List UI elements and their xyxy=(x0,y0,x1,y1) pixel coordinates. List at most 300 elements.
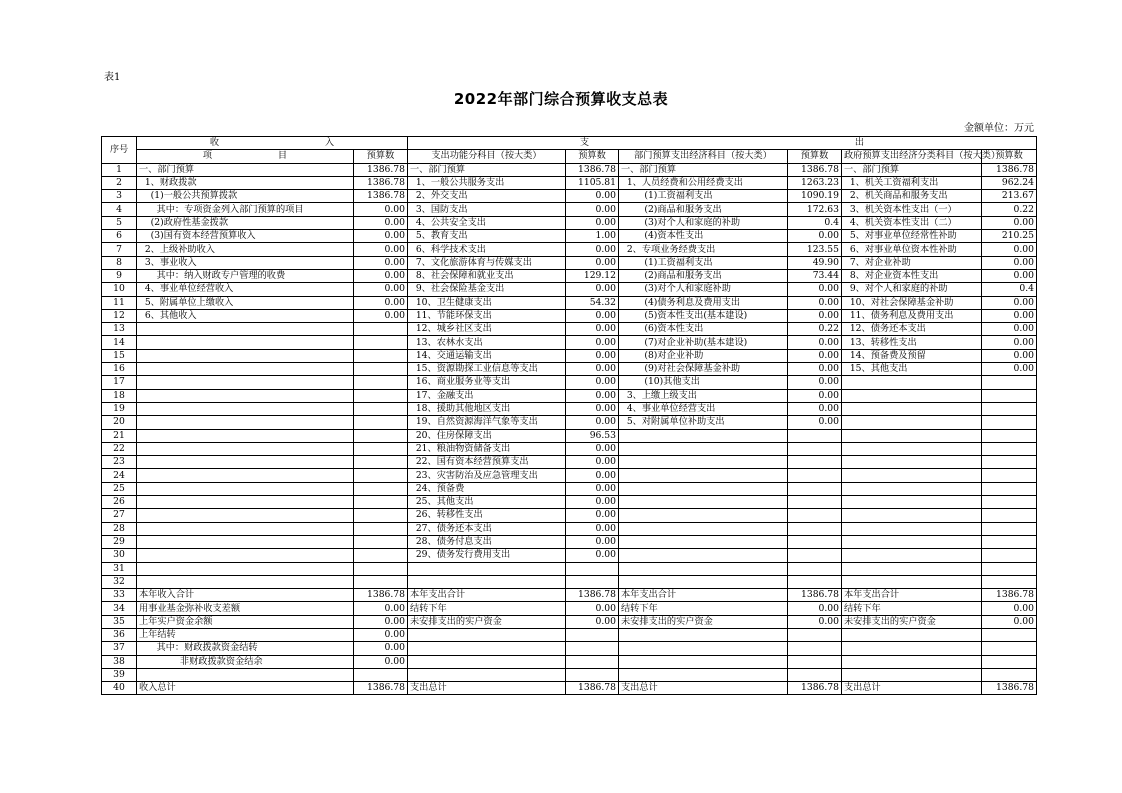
table-row xyxy=(102,575,1037,588)
table-row xyxy=(102,602,1037,615)
dept-amount-cell: 1386.78 xyxy=(788,163,842,176)
gov-subject-cell xyxy=(842,442,982,455)
income-amount-cell xyxy=(354,562,408,575)
gov-amount-cell: 0.00 xyxy=(982,336,1037,349)
dept-subject-cell: (2)商品和服务支出 xyxy=(619,203,788,216)
gov-amount-cell: 0.4 xyxy=(982,283,1037,296)
income-amount-cell: 0.00 xyxy=(354,309,408,322)
gov-subject-cell xyxy=(842,429,982,442)
dept-amount-cell xyxy=(788,509,842,522)
income-item-cell xyxy=(137,456,354,469)
func-subject-cell: 1、一般公共服务支出 xyxy=(408,176,566,189)
dept-amount-cell: 0.00 xyxy=(788,363,842,376)
expense-group-left: 支 xyxy=(579,137,590,149)
seq-header: 序号 xyxy=(102,137,137,164)
dept-subject-cell: (7)对企业补助(基本建设) xyxy=(619,336,788,349)
income-amount-cell: 0.00 xyxy=(354,203,408,216)
dept-amount-cell: 1386.78 xyxy=(788,589,842,602)
item-header-left: 项 xyxy=(202,150,213,162)
gov-amount-cell xyxy=(982,416,1037,429)
income-amount-cell xyxy=(354,336,408,349)
func-amount-cell: 0.00 xyxy=(566,203,619,216)
gov-amount-cell: 0.00 xyxy=(982,243,1037,256)
income-amount-cell xyxy=(354,429,408,442)
dept-subject-cell xyxy=(619,655,788,668)
income-item-cell xyxy=(137,402,354,415)
gov-amount-cell xyxy=(982,642,1037,655)
dept-subject-cell xyxy=(619,668,788,681)
seq-cell: 28 xyxy=(102,522,137,535)
func-subject-cell: 25、其他支出 xyxy=(408,496,566,509)
seq-cell: 7 xyxy=(102,243,137,256)
seq-cell: 25 xyxy=(102,482,137,495)
income-amount-cell: 0.00 xyxy=(354,230,408,243)
income-amount-cell xyxy=(354,522,408,535)
seq-cell: 1 xyxy=(102,163,137,176)
dept-subject-cell: 本年支出合计 xyxy=(619,589,788,602)
seq-cell: 6 xyxy=(102,230,137,243)
table-row xyxy=(102,509,1037,522)
func-subject-cell: 28、债务付息支出 xyxy=(408,535,566,548)
func-amount-cell: 0.00 xyxy=(566,549,619,562)
func-amount-cell: 0.00 xyxy=(566,349,619,362)
dept-amount-cell xyxy=(788,562,842,575)
income-item-cell: 6、其他收入 xyxy=(137,309,354,322)
gov-subject-cell xyxy=(842,496,982,509)
dept-subject-cell: (6)资本性支出 xyxy=(619,323,788,336)
func-amount-cell xyxy=(566,575,619,588)
income-item-cell xyxy=(137,376,354,389)
gov-amount-cell xyxy=(982,655,1037,668)
gov-amount-cell xyxy=(982,482,1037,495)
func-subject-cell: 支出总计 xyxy=(408,682,566,695)
dept-amount-cell: 0.00 xyxy=(788,402,842,415)
seq-cell: 10 xyxy=(102,283,137,296)
income-amount-cell xyxy=(354,535,408,548)
table-row xyxy=(102,190,1037,203)
func-subject-cell: 27、债务还本支出 xyxy=(408,522,566,535)
dept-subject-cell xyxy=(619,628,788,641)
dept-amount-cell xyxy=(788,628,842,641)
dept-subject-cell xyxy=(619,442,788,455)
dept-amount-cell: 49.90 xyxy=(788,256,842,269)
gov-amount-cell xyxy=(982,469,1037,482)
table-row xyxy=(102,429,1037,442)
dept-amount-cell xyxy=(788,549,842,562)
dept-amount-cell: 0.00 xyxy=(788,309,842,322)
income-amount-cell xyxy=(354,363,408,376)
income-item-cell: 用事业基金弥补收支差额 xyxy=(137,602,354,615)
income-amount-cell: 1386.78 xyxy=(354,190,408,203)
income-amount-cell: 0.00 xyxy=(354,628,408,641)
dept-subject-cell xyxy=(619,575,788,588)
gov-amount-cell: 0.00 xyxy=(982,296,1037,309)
gov-subject-cell xyxy=(842,376,982,389)
table-row xyxy=(102,256,1037,269)
func-amount-cell xyxy=(566,668,619,681)
func-amount-cell: 0.00 xyxy=(566,535,619,548)
func-amount-cell: 0.00 xyxy=(566,509,619,522)
gov-subject-cell: 7、对企业补助 xyxy=(842,256,982,269)
gov-subject-cell xyxy=(842,469,982,482)
table-row xyxy=(102,203,1037,216)
income-item-cell: 5、附属单位上缴收入 xyxy=(137,296,354,309)
income-item-cell xyxy=(137,363,354,376)
dept-subject-cell xyxy=(619,456,788,469)
seq-cell: 33 xyxy=(102,589,137,602)
income-item-cell: (1)一般公共预算拨款 xyxy=(137,190,354,203)
dept-subject-cell: 3、上缴上级支出 xyxy=(619,389,788,402)
income-amount-cell: 1386.78 xyxy=(354,176,408,189)
seq-cell: 39 xyxy=(102,668,137,681)
income-item-cell xyxy=(137,562,354,575)
gov-amount-cell xyxy=(982,522,1037,535)
dept-amount-cell: 73.44 xyxy=(788,269,842,282)
dept-amount-cell: 123.55 xyxy=(788,243,842,256)
func-subject-cell: 一、部门预算 xyxy=(408,163,566,176)
dept-amount-cell: 0.00 xyxy=(788,296,842,309)
seq-cell: 37 xyxy=(102,642,137,655)
func-amount-cell xyxy=(566,655,619,668)
income-amount-cell xyxy=(354,323,408,336)
seq-cell: 40 xyxy=(102,682,137,695)
dept-amount-cell xyxy=(788,575,842,588)
table-row xyxy=(102,216,1037,229)
seq-cell: 24 xyxy=(102,469,137,482)
income-item-cell xyxy=(137,323,354,336)
seq-cell: 21 xyxy=(102,429,137,442)
income-amount-cell: 0.00 xyxy=(354,269,408,282)
gov-subject-cell: 9、对个人和家庭的补助 xyxy=(842,283,982,296)
table-row xyxy=(102,469,1037,482)
income-group-header xyxy=(137,137,408,150)
expense-group-right: 出 xyxy=(854,137,865,149)
income-group-left: 收 xyxy=(209,137,220,149)
seq-cell: 23 xyxy=(102,456,137,469)
income-item-cell: 非财政拨款资金结余 xyxy=(137,655,354,668)
dept-subject-cell xyxy=(619,642,788,655)
dept-amount-cell xyxy=(788,642,842,655)
gov-subject-cell: 8、对企业资本性支出 xyxy=(842,269,982,282)
gov-subject-cell xyxy=(842,416,982,429)
table-row xyxy=(102,230,1037,243)
income-amount-cell xyxy=(354,349,408,362)
dept-amount-cell: 0.00 xyxy=(788,349,842,362)
func-subject-cell: 15、资源勘探工业信息等支出 xyxy=(408,363,566,376)
dept-subject-cell: 1、人员经费和公用经费支出 xyxy=(619,176,788,189)
gov-amount-cell xyxy=(982,496,1037,509)
gov-subject-cell: 13、转移性支出 xyxy=(842,336,982,349)
dept-subject-cell: 结转下年 xyxy=(619,602,788,615)
table-row xyxy=(102,496,1037,509)
gov-amount-cell xyxy=(982,376,1037,389)
income-item-cell: 3、事业收入 xyxy=(137,256,354,269)
func-amount-cell: 0.00 xyxy=(566,402,619,415)
income-amount-cell: 0.00 xyxy=(354,256,408,269)
table-row xyxy=(102,549,1037,562)
income-amount-cell xyxy=(354,456,408,469)
dept-amount-cell xyxy=(788,522,842,535)
dept-subject-cell xyxy=(619,549,788,562)
dept-amount-cell xyxy=(788,482,842,495)
gov-amount-cell xyxy=(982,509,1037,522)
func-subject-cell xyxy=(408,562,566,575)
income-item-cell: 其中：专项资金列入部门预算的项目 xyxy=(137,203,354,216)
seq-cell: 31 xyxy=(102,562,137,575)
income-amount-cell: 0.00 xyxy=(354,642,408,655)
func-subject-cell: 26、转移性支出 xyxy=(408,509,566,522)
gov-subject-cell xyxy=(842,642,982,655)
income-item-header xyxy=(137,150,354,163)
income-item-cell xyxy=(137,336,354,349)
func-amount-cell: 0.00 xyxy=(566,243,619,256)
func-subject-cell: 19、自然资源海洋气象等支出 xyxy=(408,416,566,429)
gov-subject-cell: 4、机关资本性支出（二） xyxy=(842,216,982,229)
income-amount-cell xyxy=(354,668,408,681)
dept-subject-cell: (10)其他支出 xyxy=(619,376,788,389)
table-row xyxy=(102,269,1037,282)
budget-summary-table xyxy=(101,136,1037,695)
dept-subject-cell: (1)工资福利支出 xyxy=(619,190,788,203)
dept-amount-cell: 0.00 xyxy=(788,602,842,615)
dept-subject-cell xyxy=(619,496,788,509)
seq-cell: 30 xyxy=(102,549,137,562)
income-group-right: 入 xyxy=(324,137,335,149)
func-amount-cell: 54.32 xyxy=(566,296,619,309)
gov-amount-cell xyxy=(982,562,1037,575)
seq-cell: 8 xyxy=(102,256,137,269)
gov-amount-cell: 1386.78 xyxy=(982,163,1037,176)
dept-amount-cell: 0.22 xyxy=(788,323,842,336)
dept-subject-cell: (1)工资福利支出 xyxy=(619,256,788,269)
gov-subject-cell: 14、预备费及预留 xyxy=(842,349,982,362)
seq-cell: 14 xyxy=(102,336,137,349)
item-header-right: 目 xyxy=(277,150,288,162)
income-item-cell xyxy=(137,509,354,522)
seq-cell: 2 xyxy=(102,176,137,189)
income-amount-cell xyxy=(354,549,408,562)
seq-cell: 27 xyxy=(102,509,137,522)
gov-amount-cell xyxy=(982,442,1037,455)
income-amount-cell: 0.00 xyxy=(354,216,408,229)
func-subject-cell: 13、农林水支出 xyxy=(408,336,566,349)
income-amount-cell xyxy=(354,376,408,389)
gov-amount-cell xyxy=(982,549,1037,562)
table-row xyxy=(102,243,1037,256)
func-amount-cell: 0.00 xyxy=(566,309,619,322)
dept-amount-cell xyxy=(788,429,842,442)
table-row xyxy=(102,296,1037,309)
gov-amount-cell: 0.00 xyxy=(982,309,1037,322)
seq-cell: 13 xyxy=(102,323,137,336)
income-item-cell xyxy=(137,349,354,362)
func-amount-cell: 0.00 xyxy=(566,256,619,269)
seq-cell: 22 xyxy=(102,442,137,455)
dept-amount-cell: 0.00 xyxy=(788,230,842,243)
func-amount-cell: 0.00 xyxy=(566,602,619,615)
func-subject-cell: 11、节能环保支出 xyxy=(408,309,566,322)
dept-subject-cell xyxy=(619,509,788,522)
income-amount-cell xyxy=(354,575,408,588)
table-row xyxy=(102,535,1037,548)
func-amount-cell: 0.00 xyxy=(566,190,619,203)
seq-cell: 16 xyxy=(102,363,137,376)
func-amount-cell: 0.00 xyxy=(566,363,619,376)
dept-amount-cell xyxy=(788,442,842,455)
gov-amount-cell: 0.22 xyxy=(982,203,1037,216)
table-row xyxy=(102,628,1037,641)
func-subject-cell: 16、商业服务业等支出 xyxy=(408,376,566,389)
seq-cell: 20 xyxy=(102,416,137,429)
func-subject-cell: 12、城乡社区支出 xyxy=(408,323,566,336)
income-amount-header: 预算数 xyxy=(354,150,408,163)
income-item-cell: 一、部门预算 xyxy=(137,163,354,176)
table-row xyxy=(102,336,1037,349)
seq-cell: 17 xyxy=(102,376,137,389)
income-item-cell xyxy=(137,389,354,402)
func-amount-cell: 1386.78 xyxy=(566,589,619,602)
income-item-cell xyxy=(137,668,354,681)
func-subject-cell: 3、国防支出 xyxy=(408,203,566,216)
func-amount-cell: 0.00 xyxy=(566,469,619,482)
income-item-cell xyxy=(137,496,354,509)
header-row-groups xyxy=(102,137,1037,150)
dept-subject-cell: (3)对个人和家庭补助 xyxy=(619,283,788,296)
gov-subject-cell: 结转下年 xyxy=(842,602,982,615)
gov-subject-cell: 1、机关工资福利支出 xyxy=(842,176,982,189)
func-subject-cell: 7、文化旅游体育与传媒支出 xyxy=(408,256,566,269)
func-amount-cell: 0.00 xyxy=(566,376,619,389)
func-subject-cell: 17、金融支出 xyxy=(408,389,566,402)
func-subject-cell: 2、外交支出 xyxy=(408,190,566,203)
gov-subject-cell xyxy=(842,522,982,535)
page-title: 2022年部门综合预算收支总表 xyxy=(453,90,669,108)
income-amount-cell xyxy=(354,482,408,495)
gov-subject-cell xyxy=(842,482,982,495)
gov-subject-cell xyxy=(842,655,982,668)
table-row xyxy=(102,522,1037,535)
func-amount-cell: 1386.78 xyxy=(566,163,619,176)
table-row xyxy=(102,323,1037,336)
income-item-cell xyxy=(137,429,354,442)
dept-amount-cell: 0.4 xyxy=(788,216,842,229)
gov-amount-cell: 210.25 xyxy=(982,230,1037,243)
gov-subject-cell: 支出总计 xyxy=(842,682,982,695)
seq-cell: 38 xyxy=(102,655,137,668)
func-subject-cell: 6、科学技术支出 xyxy=(408,243,566,256)
table-row xyxy=(102,562,1037,575)
dept-amount-cell: 1090.19 xyxy=(788,190,842,203)
gov-subject-header: 政府预算支出经济分类科目（按大类） xyxy=(842,150,982,163)
dept-subject-cell: (3)对个人和家庭的补助 xyxy=(619,216,788,229)
gov-subject-cell xyxy=(842,456,982,469)
func-subject-cell: 本年支出合计 xyxy=(408,589,566,602)
func-amount-cell: 0.00 xyxy=(566,522,619,535)
gov-subject-cell xyxy=(842,575,982,588)
income-amount-cell xyxy=(354,469,408,482)
gov-subject-cell: 6、对事业单位资本性补助 xyxy=(842,243,982,256)
func-amount-cell xyxy=(566,562,619,575)
func-amount-cell: 96.53 xyxy=(566,429,619,442)
income-amount-cell xyxy=(354,389,408,402)
seq-cell: 26 xyxy=(102,496,137,509)
seq-cell: 35 xyxy=(102,615,137,628)
func-amount-cell: 0.00 xyxy=(566,216,619,229)
dept-subject-cell xyxy=(619,522,788,535)
income-item-cell: (2)政府性基金拨款 xyxy=(137,216,354,229)
func-amount-cell: 0.00 xyxy=(566,615,619,628)
income-item-cell xyxy=(137,442,354,455)
dept-amount-cell: 1386.78 xyxy=(788,682,842,695)
seq-cell: 36 xyxy=(102,628,137,641)
income-amount-cell: 0.00 xyxy=(354,296,408,309)
func-amount-cell: 0.00 xyxy=(566,336,619,349)
income-item-cell: 其中：纳入财政专户管理的收费 xyxy=(137,269,354,282)
income-amount-cell: 0.00 xyxy=(354,602,408,615)
dept-subject-cell: (9)对社会保障基金补助 xyxy=(619,363,788,376)
dept-subject-cell xyxy=(619,482,788,495)
func-subject-cell: 9、社会保险基金支出 xyxy=(408,283,566,296)
gov-subject-cell: 一、部门预算 xyxy=(842,163,982,176)
seq-cell: 9 xyxy=(102,269,137,282)
gov-subject-cell: 2、机关商品和服务支出 xyxy=(842,190,982,203)
gov-amount-cell: 0.00 xyxy=(982,256,1037,269)
func-amount-cell: 129.12 xyxy=(566,269,619,282)
func-subject-cell: 结转下年 xyxy=(408,602,566,615)
income-amount-cell: 0.00 xyxy=(354,615,408,628)
table-number-label: 表1 xyxy=(104,72,121,83)
dept-subject-cell: (5)资本性支出(基本建设) xyxy=(619,309,788,322)
gov-amount-cell: 213.67 xyxy=(982,190,1037,203)
gov-subject-cell: 本年支出合计 xyxy=(842,589,982,602)
gov-amount-cell xyxy=(982,575,1037,588)
seq-cell: 11 xyxy=(102,296,137,309)
table-row xyxy=(102,376,1037,389)
gov-amount-cell: 962.24 xyxy=(982,176,1037,189)
func-subject-cell: 5、教育支出 xyxy=(408,230,566,243)
gov-subject-cell xyxy=(842,509,982,522)
gov-subject-cell xyxy=(842,562,982,575)
seq-cell: 12 xyxy=(102,309,137,322)
func-amount-cell: 0.00 xyxy=(566,283,619,296)
dept-amount-cell: 1263.23 xyxy=(788,176,842,189)
dept-amount-cell: 0.00 xyxy=(788,389,842,402)
income-amount-cell: 0.00 xyxy=(354,283,408,296)
expense-group-header xyxy=(408,137,1037,150)
seq-cell: 18 xyxy=(102,389,137,402)
income-amount-cell: 1386.78 xyxy=(354,163,408,176)
income-amount-cell: 1386.78 xyxy=(354,682,408,695)
dept-amount-cell xyxy=(788,469,842,482)
table-row xyxy=(102,615,1037,628)
seq-cell: 4 xyxy=(102,203,137,216)
table-row xyxy=(102,309,1037,322)
func-subject-header: 支出功能分科目（按大类） xyxy=(408,150,566,163)
table-row xyxy=(102,482,1037,495)
income-amount-cell: 0.00 xyxy=(354,243,408,256)
dept-amount-cell xyxy=(788,535,842,548)
income-item-cell: 其中：财政拨款资金结转 xyxy=(137,642,354,655)
func-subject-cell: 未安排支出的实户资金 xyxy=(408,615,566,628)
income-amount-cell: 0.00 xyxy=(354,655,408,668)
table-row xyxy=(102,176,1037,189)
dept-subject-cell: 一、部门预算 xyxy=(619,163,788,176)
dept-amount-cell: 0.00 xyxy=(788,376,842,389)
gov-amount-cell xyxy=(982,535,1037,548)
income-item-cell: 上年实户资金余额 xyxy=(137,615,354,628)
table-row xyxy=(102,349,1037,362)
dept-subject-cell: 支出总计 xyxy=(619,682,788,695)
